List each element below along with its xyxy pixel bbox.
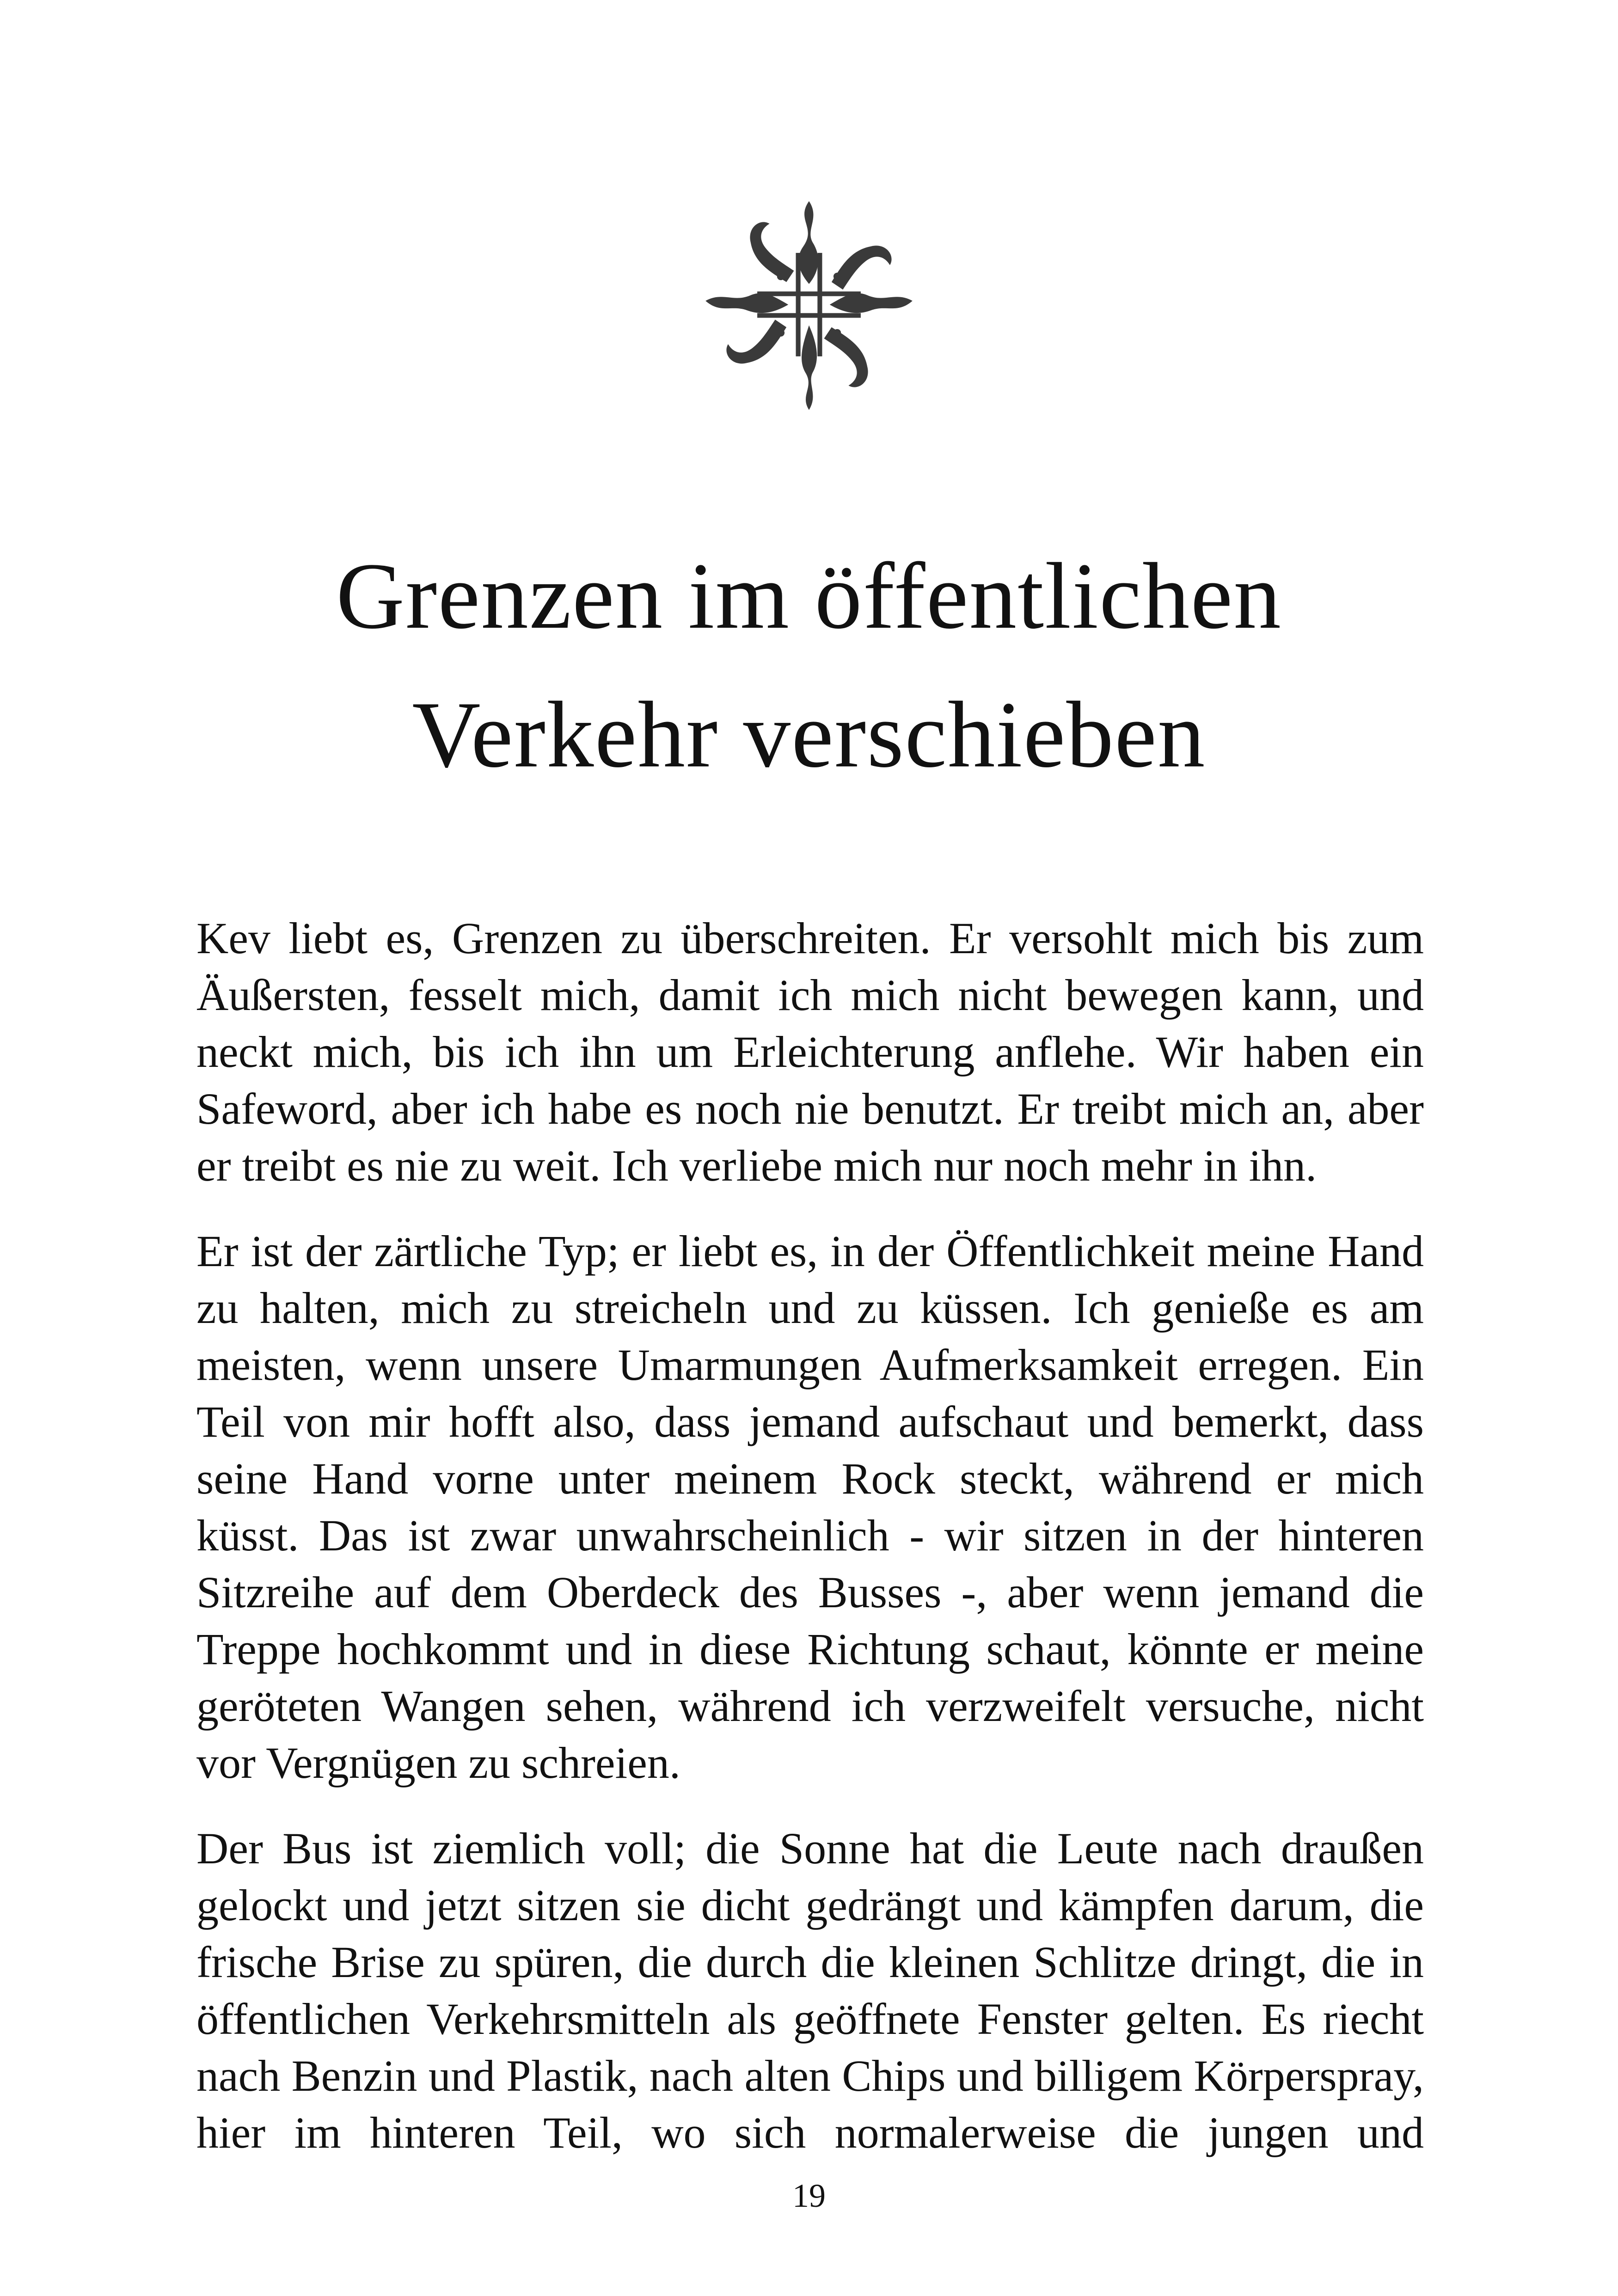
- text-line: zu halten, mich zu streicheln und zu küssen. Ich genieße es am: [196, 1283, 1424, 1333]
- page-number: 19: [792, 2177, 826, 2214]
- text-line: Kev liebt es, Grenzen zu überschreiten. Er versohlt mich bis zum: [196, 913, 1424, 963]
- text-line: meisten, wenn unsere Umarmungen Aufmerksamkeit erregen. Ein: [196, 1340, 1424, 1390]
- text-line: geröteten Wangen sehen, während ich verzweifelt versuche, nicht: [196, 1681, 1424, 1731]
- text-line: hier im hinteren Teil, wo sich normalerweise die jungen und: [196, 2108, 1424, 2157]
- body-text: [196, 910, 1424, 2190]
- text-line: küsst. Das ist zwar unwahrscheinlich - wir sitzen in der hinteren: [196, 1511, 1424, 1560]
- text-line: Safeword, aber ich habe es noch nie benutzt. Er treibt mich an, aber: [196, 1084, 1424, 1133]
- text-line: vor Vergnügen zu schreien.: [196, 1738, 680, 1788]
- paragraph-1: [196, 910, 1424, 1194]
- text-line: Teil von mir hofft also, dass jemand aufschaut und bemerkt, dass: [196, 1397, 1424, 1446]
- text-line: Treppe hochkommt und in diese Richtung schaut, könnte er meine: [196, 1624, 1424, 1674]
- text-line: er treibt es nie zu weit. Ich verliebe mich nur noch mehr in ihn.: [196, 1141, 1317, 1190]
- text-line: Er ist der zärtliche Typ; er liebt es, in der Öffentlichkeit meine Hand: [196, 1226, 1424, 1276]
- text-line: Äußersten, fesselt mich, damit ich mich nicht bewegen kann, und: [196, 970, 1424, 1020]
- text-line: gelockt und jetzt sitzen sie dicht gedrängt und kämpfen darum, die: [196, 1880, 1424, 1930]
- paragraph-2: [196, 1223, 1424, 1791]
- chapter-title-line-2: Verkehr verschieben: [412, 682, 1206, 787]
- text-line: neckt mich, bis ich ihn um Erleichterung anflehe. Wir haben ein: [196, 1027, 1424, 1077]
- paragraph-3: [196, 1820, 1424, 2161]
- chapter-title: [139, 527, 1479, 804]
- text-line: Der Bus ist ziemlich voll; die Sonne hat die Leute nach draußen: [196, 1824, 1424, 1873]
- text-line: nach Benzin und Plastik, nach alten Chips und billigem Körperspray,: [196, 2051, 1424, 2100]
- flourish-cross-ornament-icon: [704, 196, 914, 413]
- chapter-title-line-1: Grenzen im öffentlichen: [336, 544, 1282, 649]
- text-line: Sitzreihe auf dem Oberdeck des Busses -, aber wenn jemand die: [196, 1567, 1424, 1617]
- text-line: öffentlichen Verkehrsmitteln als geöffnete Fenster gelten. Es riecht: [196, 1994, 1424, 2044]
- text-line: frische Brise zu spüren, die durch die kleinen Schlitze dringt, die in: [196, 1937, 1424, 1987]
- text-line: seine Hand vorne unter meinem Rock steckt, während er mich: [196, 1454, 1424, 1503]
